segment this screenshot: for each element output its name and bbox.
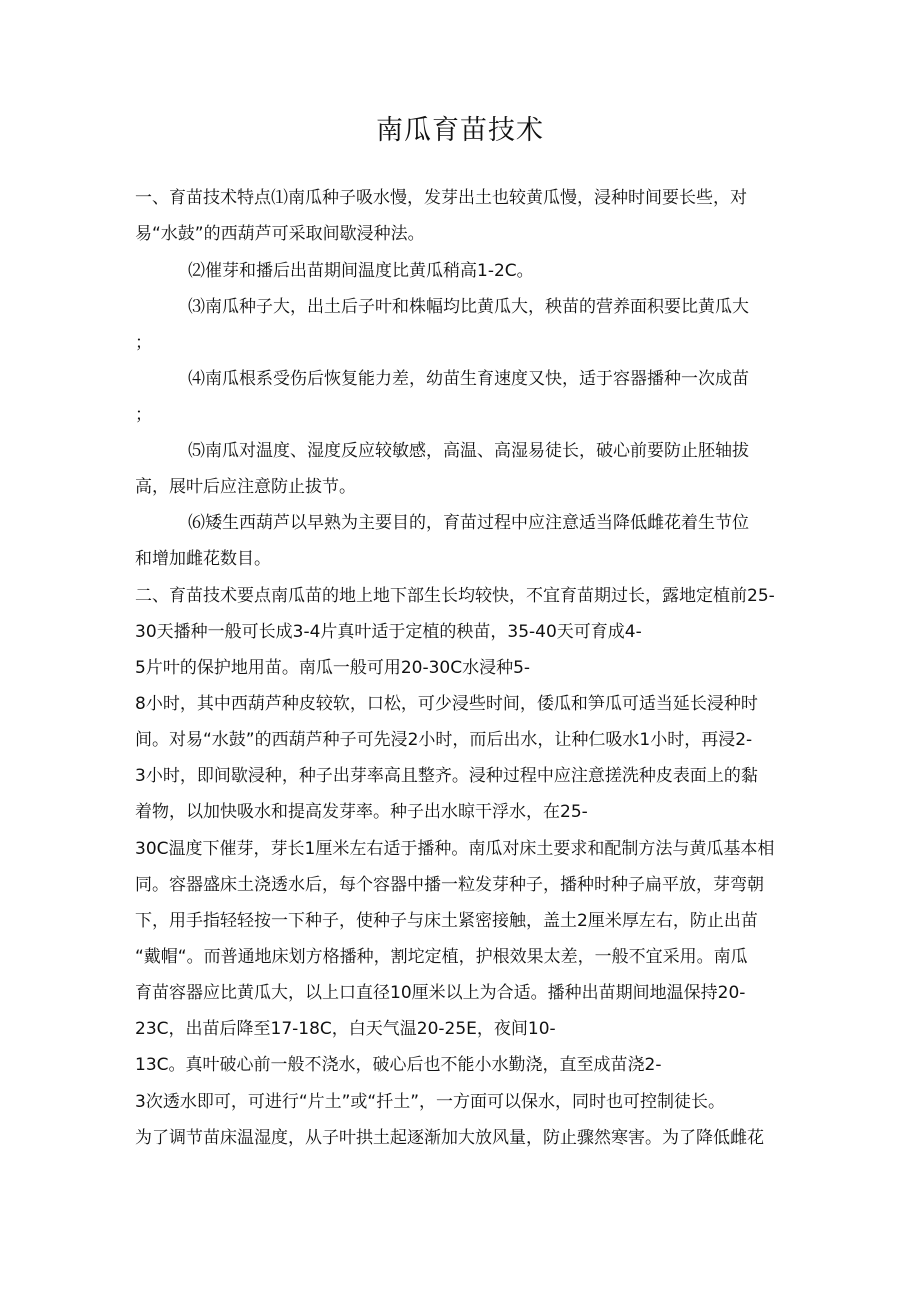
paragraph-line: 同。容器盛床土浇透水后，每个容器中播一粒发芽种子，播种时种子扁平放，芽弯朝 bbox=[135, 875, 764, 895]
paragraph-line: 育苗容器应比黄瓜大，以上口直径10厘米以上为合适。播种出苗期间地温保持20- bbox=[135, 983, 746, 1003]
paragraph-line: 高，展叶后应注意防止拔节。 bbox=[135, 477, 356, 497]
paragraph-line: ； bbox=[135, 405, 152, 425]
paragraph-line: 一、育苗技术特点⑴南瓜种子吸水慢，发芽出土也较黄瓜慢，浸种时间要长些，对 bbox=[135, 188, 747, 208]
paragraph-line: 3次透水即可，可进行“片土”或“扦土”，一方面可以保水，同时也可控制徒长。 bbox=[135, 1092, 726, 1112]
paragraph-line: ⑶南瓜种子大，出土后子叶和株幅均比黄瓜大，秧苗的营养面积要比黄瓜大 bbox=[188, 297, 749, 317]
paragraph-line: ⑸南瓜对温度、湿度反应较敏感，高温、高湿易徒长，破心前要防止胚轴拔 bbox=[188, 441, 749, 461]
paragraph-line: “戴帽“。而普通地床划方格播种，割坨定植，护根效果太差，一般不宜采用。南瓜 bbox=[135, 947, 748, 967]
document-title: 南瓜育苗技术 bbox=[376, 115, 544, 146]
paragraph-line: 3小时，即间歇浸种，种子出芽率高且整齐。浸种过程中应注意搓洗种皮表面上的黏 bbox=[135, 766, 758, 786]
paragraph-line: 23C，出苗后降至17-18C，白天气温20-25E，夜间10- bbox=[135, 1019, 556, 1039]
paragraph-line: 为了调节苗床温湿度，从子叶拱土起逐渐加大放风量，防止骤然寒害。为了降低雌花 bbox=[135, 1128, 764, 1148]
paragraph-line: 间。对易“水鼓”的西葫芦种子可先浸2小时，而后出水，让种仁吸水1小时，再浸2- bbox=[135, 730, 753, 750]
paragraph-line: 着物，以加快吸水和提高发芽率。种子出水晾干浮水，在25- bbox=[135, 802, 588, 822]
paragraph-line: ⑹矮生西葫芦以早熟为主要目的，育苗过程中应注意适当降低雌花着生节位 bbox=[188, 513, 749, 533]
paragraph-line: 易“水鼓”的西葫芦可采取间歇浸种法。 bbox=[135, 224, 425, 244]
paragraph-line: ； bbox=[135, 333, 152, 353]
paragraph-line: 30天播种一般可长成3-4片真叶适于定植的秧苗，35-40天可育成4- bbox=[135, 622, 642, 642]
paragraph-line: 30C温度下催芽，芽长1厘米左右适于播种。南瓜对床土要求和配制方法与黄瓜基本相 bbox=[135, 839, 775, 859]
paragraph-line: 5片叶的保护地用苗。南瓜一般可用20-30C水浸种5- bbox=[135, 658, 531, 678]
paragraph-line: 下，用手指轻轻按一下种子，使种子与床土紧密接触，盖土2厘米厚左右，防止出苗 bbox=[135, 911, 758, 931]
paragraph-line: ⑵催芽和播后出苗期间温度比黄瓜稍高1-2C。 bbox=[188, 261, 534, 281]
paragraph-line: 和增加雌花数目。 bbox=[135, 549, 271, 569]
paragraph-line: 二、育苗技术要点南瓜苗的地上地下部生长均较快，不宜育苗期过长，露地定植前25- bbox=[135, 586, 775, 606]
paragraph-line: 8小时，其中西葫芦种皮较软，口松，可少浸些时间，倭瓜和笋瓜可适当延长浸种时 bbox=[135, 694, 758, 714]
paragraph-line: ⑷南瓜根系受伤后恢复能力差，幼苗生育速度又快，适于容器播种一次成苗 bbox=[188, 369, 749, 389]
paragraph-line: 13C。真叶破心前一般不浇水，破心后也不能小水勤浇，直至成苗浇2- bbox=[135, 1055, 662, 1075]
